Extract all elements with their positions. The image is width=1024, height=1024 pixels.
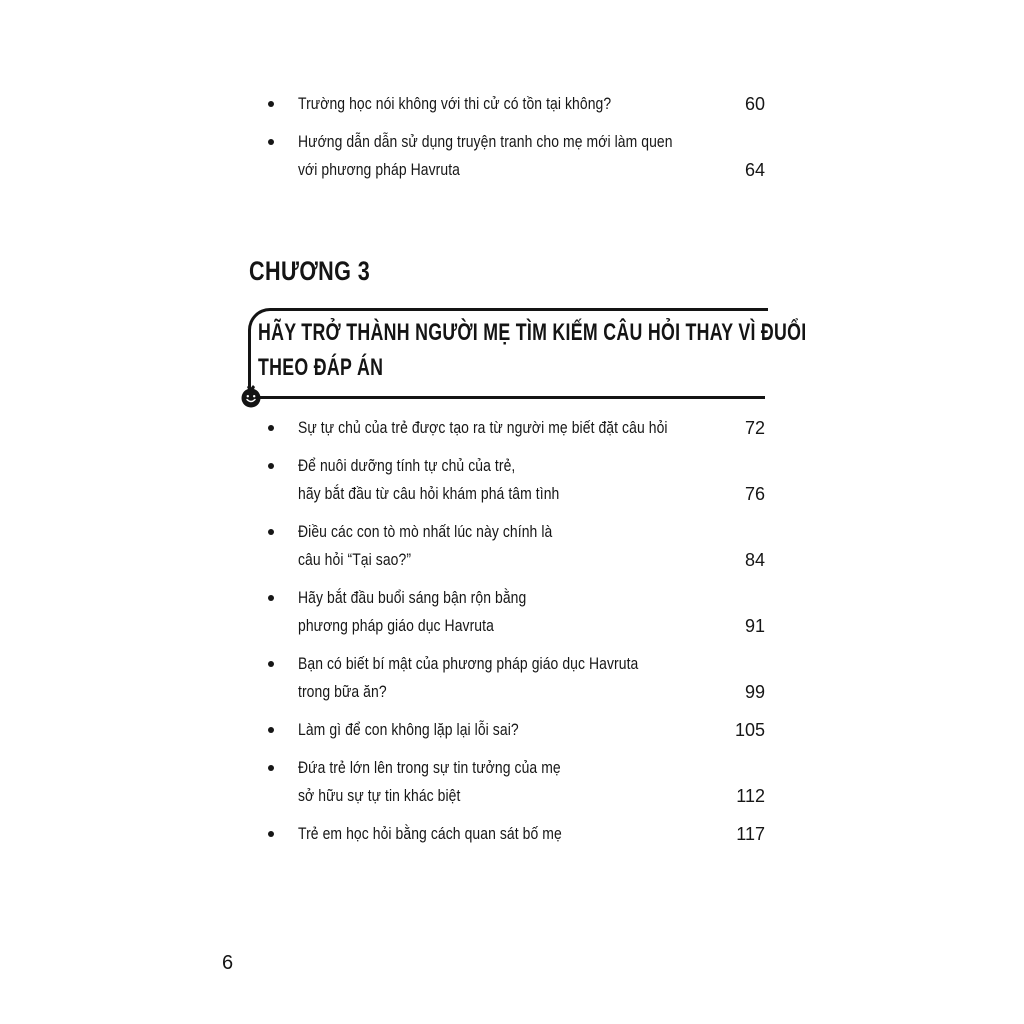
toc-item-line: Hướng dẫn dẫn sử dụng truyện tranh cho mẹ mới làm quen: [298, 132, 673, 151]
toc-item-title: [298, 414, 741, 442]
toc-item-line: trong bữa ăn?: [298, 682, 387, 701]
toc-item-title: [298, 452, 741, 508]
toc-item-page: 64: [744, 160, 765, 180]
toc-item-page: 105: [734, 720, 765, 740]
toc-top-list: [248, 90, 765, 184]
toc-item-line: hãy bắt đầu từ câu hỏi khám phá tâm tình: [298, 484, 560, 503]
toc-item-page: 112: [736, 786, 765, 806]
toc-item-title: [298, 584, 741, 640]
toc-item-line: câu hỏi “Tại sao?”: [298, 550, 412, 569]
bullet-icon: [268, 101, 274, 107]
bullet-icon: [268, 595, 274, 601]
toc-item-page: 99: [744, 682, 765, 702]
toc-item: [248, 584, 765, 640]
bullet-icon: [268, 661, 274, 667]
toc-item-page: 76: [744, 484, 765, 504]
toc-item-page: 91: [744, 616, 765, 636]
toc-item-title: [298, 754, 741, 810]
toc-item-title: [298, 650, 741, 706]
bullet-icon: [268, 529, 274, 535]
toc-item-title: [298, 90, 741, 118]
toc-item-title: [298, 716, 741, 744]
section-title: [258, 315, 958, 385]
toc-item: [248, 128, 765, 184]
section-title-line: THEO ĐÁP ÁN: [258, 354, 384, 381]
smiley-face-icon: [239, 384, 263, 410]
bullet-icon: [268, 727, 274, 733]
toc-item-line: sở hữu sự tự tin khác biệt: [298, 786, 461, 805]
toc-item-line: Sự tự chủ của trẻ được tạo ra từ người mẹ biết đặt câu hỏi: [298, 418, 668, 437]
toc-item-title: [298, 518, 741, 574]
toc-item-page: 84: [744, 550, 765, 570]
bullet-icon: [268, 139, 274, 145]
toc-item-page: 60: [744, 94, 765, 114]
toc-item-line: Làm gì để con không lặp lại lỗi sai?: [298, 720, 519, 739]
toc-item-line: Bạn có biết bí mật của phương pháp giáo dục Havruta: [298, 654, 639, 673]
toc-item-line: Hãy bắt đầu buổi sáng bận rộn bằng: [298, 588, 527, 607]
toc-item: [248, 754, 765, 810]
page-number: 6: [222, 952, 234, 974]
toc-item-line: Điều các con tò mò nhất lúc này chính là: [298, 522, 553, 541]
bullet-icon: [268, 765, 274, 771]
toc-item-title: [298, 820, 741, 848]
toc-item-page: 117: [736, 824, 765, 844]
toc-item: [248, 716, 765, 744]
bullet-icon: [268, 425, 274, 431]
toc-item-line: Trường học nói không với thi cử có tồn tại không?: [298, 94, 612, 113]
toc-item-line: với phương pháp Havruta: [298, 160, 461, 179]
section-title-frame-bottom-rule: [252, 396, 765, 399]
toc-item: [248, 414, 765, 442]
toc-item-line: phương pháp giáo dục Havruta: [298, 616, 494, 635]
toc-item: [248, 90, 765, 118]
chapter-heading: CHƯƠNG 3: [249, 256, 371, 286]
toc-item: [248, 518, 765, 574]
toc-item-line: Đứa trẻ lớn lên trong sự tin tưởng của mẹ: [298, 758, 561, 777]
section-title-line: HÃY TRỞ THÀNH NGƯỜI MẸ TÌM KIẾM CÂU HỎI THAY VÌ ĐUỔI: [258, 319, 807, 346]
bullet-icon: [268, 831, 274, 837]
toc-item: [248, 452, 765, 508]
toc-item-line: Trẻ em học hỏi bằng cách quan sát bố mẹ: [298, 824, 562, 843]
bullet-icon: [268, 463, 274, 469]
toc-item-title: [298, 128, 741, 184]
toc-item: [248, 820, 765, 848]
toc-item-page: 72: [744, 418, 765, 438]
toc-item-line: Để nuôi dưỡng tính tự chủ của trẻ,: [298, 456, 516, 475]
toc-item: [248, 650, 765, 706]
toc-main-list: [248, 414, 765, 848]
